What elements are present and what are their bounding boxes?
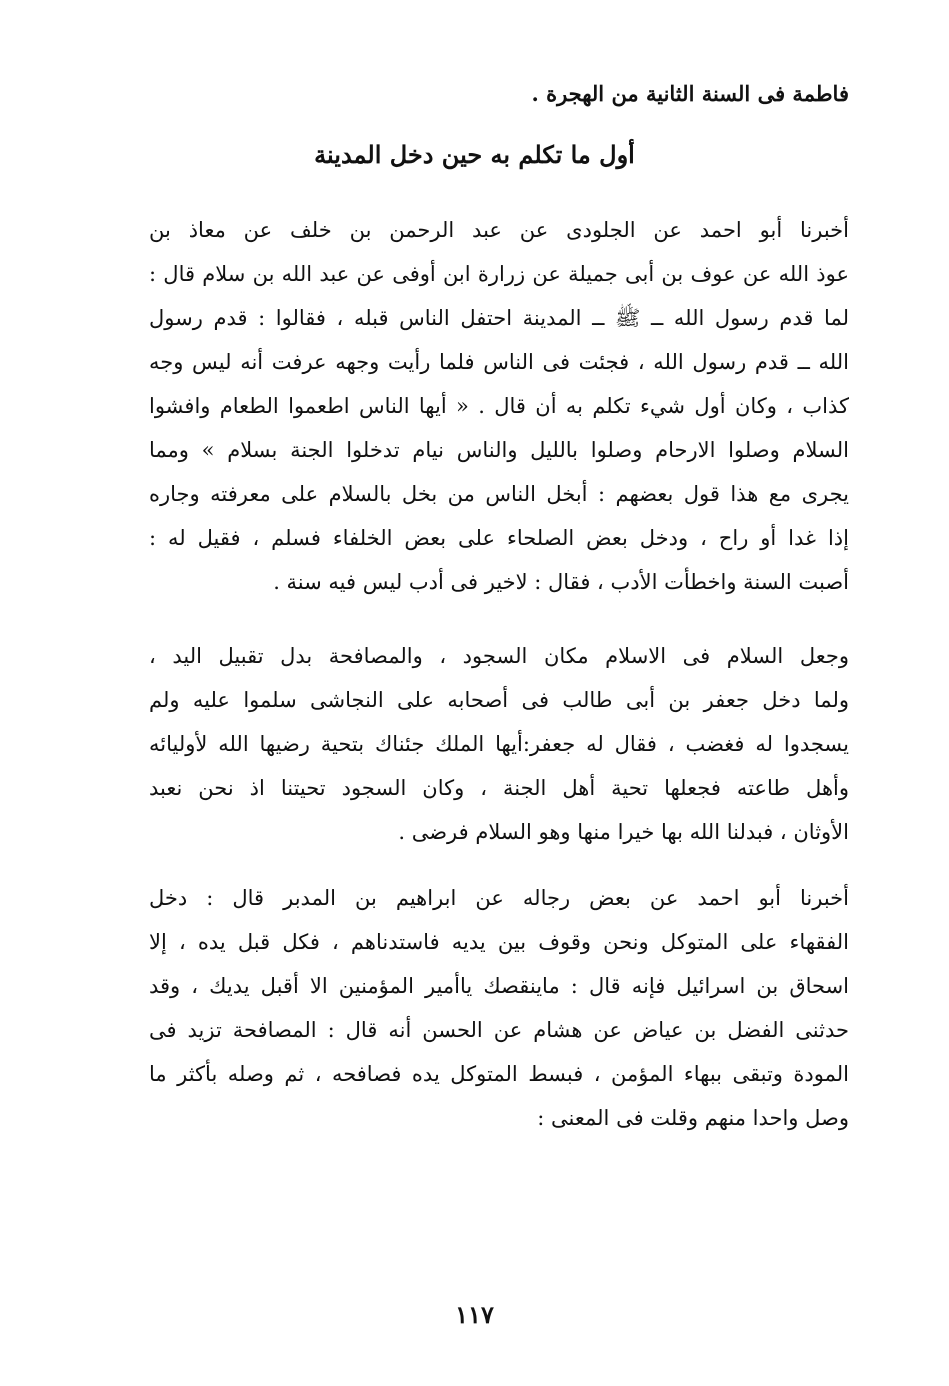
paragraph-line: اسحاق بن اسرائيل فإنه قال : ماينقصك ياأمير المؤمنين الا أقبل يديك ، وقد: [149, 974, 849, 998]
paragraph-line: إذا غدا أو راح ، ودخل بعض الصلحاء على بعض الخلفاء فسلم ، فقيل له :: [149, 526, 849, 550]
paragraph-line: لما قدم رسول الله ــ ﷺ ــ المدينة احتفل الناس قبله ، فقالوا : قدم رسول: [149, 306, 849, 330]
paragraph-line: الله ــ قدم رسول الله ، فجئت فى الناس فلما رأيت وجهه عرفت أنه ليس وجه: [149, 350, 849, 374]
paragraph-line: يجرى مع هذا قول بعضهم : أبخل الناس من بخل بالسلام على معرفته وجاره: [149, 482, 849, 506]
paragraph-line: أخبرنا أبو احمد عن الجلودى عن عبد الرحمن بن خلف عن معاذ بن: [149, 218, 849, 242]
paragraph-line: يسجدوا له فغضب ، فقال له جعفر:أيها الملك جئناك بتحية رضيها الله لأوليائه: [149, 732, 849, 756]
top-line: فاطمة فى السنة الثانية من الهجرة .: [531, 81, 849, 106]
paragraph-line: المودة وتبقى ببهاء المؤمن ، فبسط المتوكل يده فصافحه ، ثم وصله بأكثر ما: [149, 1062, 849, 1086]
paragraph-line: وصل واحدا منهم وقلت فى المعنى :: [537, 1106, 849, 1130]
paragraph-line: وجعل السلام فى الاسلام مكان السجود ، والمصافحة بدل تقبيل اليد ،: [149, 644, 849, 668]
section-heading: أول ما تكلم به حين دخل المدينة: [314, 140, 635, 169]
paragraph-line: السلام وصلوا الارحام وصلوا بالليل والناس نيام تدخلوا الجنة بسلام » ومما: [149, 438, 849, 462]
page-number: ١١٧: [455, 1300, 494, 1329]
paragraph-line: كذاب ، وكان أول شيء تكلم به أن قال . « أيها الناس اطعموا الطعام وافشوا: [149, 394, 849, 418]
paragraph-line: الفقهاء على المتوكل ونحن وقوف بين يديه فاستدناهم ، فكل قبل يده ، إلا: [149, 930, 849, 954]
paragraph-line: أصبت السنة واخطأت الأدب ، فقال : لاخير فى أدب ليس فيه سنة .: [273, 570, 849, 594]
paragraph-line: عوذ الله عن عوف بن أبى جميلة عن زرارة ابن أوفى عن عبد الله بن سلام قال :: [149, 262, 849, 286]
paragraph-line: حدثنى الفضل بن عياض عن هشام عن الحسن أنه قال : المصافحة تزيد فى: [149, 1018, 849, 1042]
paragraph-line: الأوثان ، فبدلنا الله بها خيرا منها وهو السلام فرضى .: [398, 820, 849, 844]
paragraph-line: ولما دخل جعفر بن أبى طالب فى أصحابه على النجاشى سلموا عليه ولم: [149, 688, 849, 712]
paragraph-line: أخبرنا أبو احمد عن بعض رجاله عن ابراهيم بن المدبر قال : دخل: [149, 886, 849, 910]
paragraph-line: وأهل طاعته فجعلها تحية أهل الجنة ، وكان السجود تحيتنا اذ نحن نعبد: [149, 776, 849, 800]
